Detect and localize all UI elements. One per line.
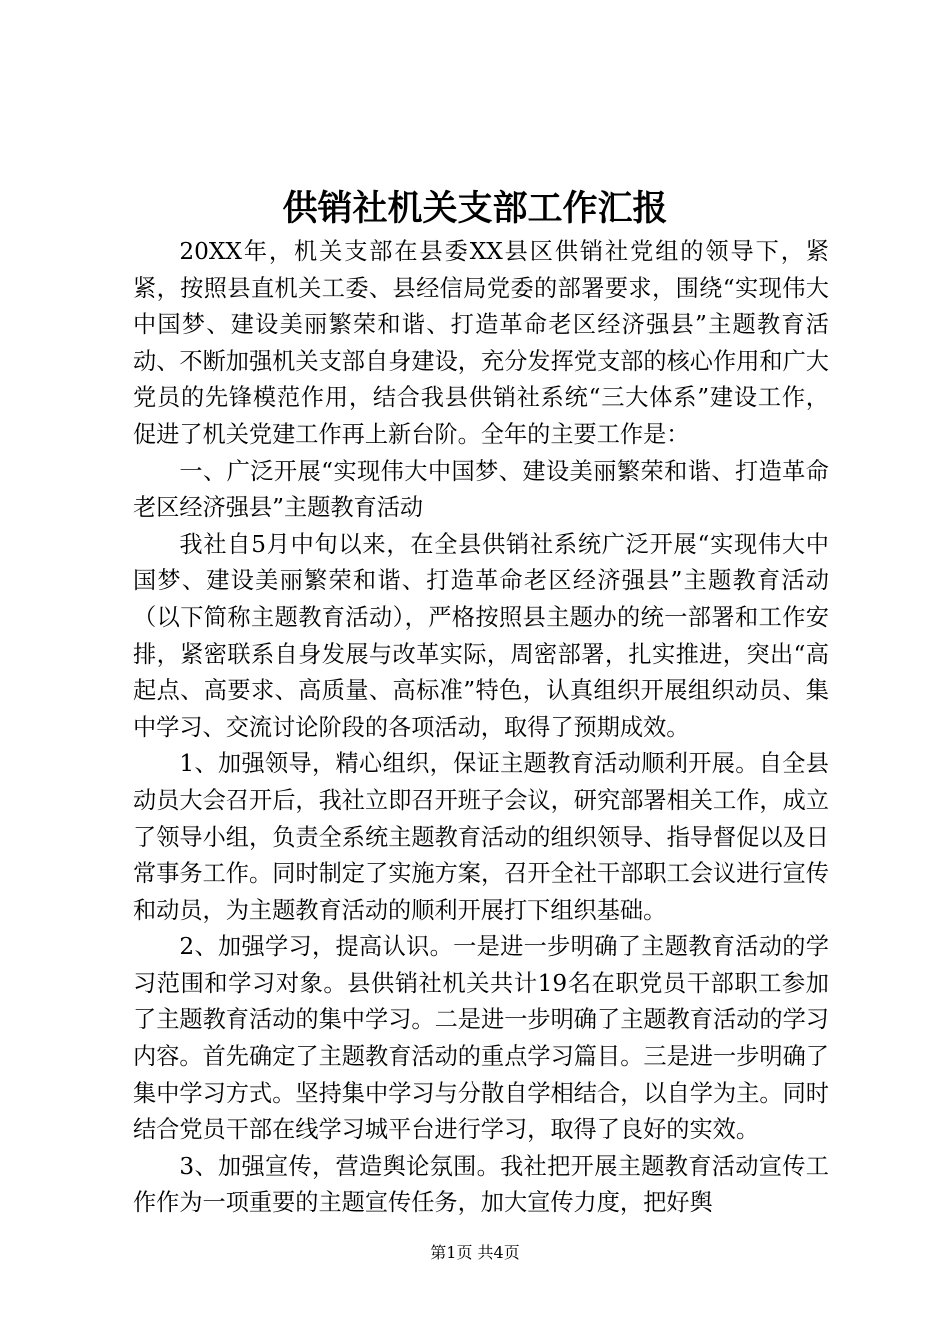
body-paragraph: 3、加强宣传，营造舆论氛围。我社把开展主题教育活动宣传工作作为一项重要的主题宣传任务，加大宣传力度，把好舆	[133, 1152, 829, 1217]
body-paragraph: 2、加强学习，提高认识。一是进一步明确了主题教育活动的学习范围和学习对象。县供销社机关共计19名在职党员干部职工参加了主题教育活动的集中学习。二是进一步明确了主题教育活动的学习内容。首先确定了主题教育活动的重点学习篇目。三是进一步明确了集中学习方式。坚持集中学习与分散自学相结合，以自学为主。同时结合党员干部在线学习城平台进行学习，取得了良好的实效。	[133, 933, 829, 1144]
section-heading: 一、广泛开展“实现伟大中国梦、建设美丽繁荣和谐、打造革命老区经济强县”主题教育活动	[133, 457, 829, 522]
document-title: 供销社机关支部工作汇报	[282, 188, 668, 229]
body-paragraph: 1、加强领导，精心组织，保证主题教育活动顺利开展。自全县动员大会召开后，我社立即召开班子会议，研究部署相关工作，成立了领导小组，负责全系统主题教育活动的组织领导、指导督促以及日常事务工作。同时制定了实施方案，召开全社干部职工会议进行宣传和动员，为主题教育活动的顺利开展打下组织基础。	[133, 750, 829, 924]
page-footer: 第1页 共4页	[430, 1243, 520, 1262]
body-paragraph: 20XX年，机关支部在县委XX县区供销社党组的领导下，紧紧，按照县直机关工委、县经信局党委的部署要求，围绕“实现伟大中国梦、建设美丽繁荣和谐、打造革命老区经济强县”主题教育活动、不断加强机关支部自身建设，充分发挥党支部的核心作用和广大党员的先锋模范作用，结合我县供销社系统“三大体系”建设工作，促进了机关党建工作再上新台阶。全年的主要工作是：	[133, 238, 829, 448]
body-paragraph: 我社自5月中旬以来，在全县供销社系统广泛开展“实现伟大中国梦、建设美丽繁荣和谐、打造革命老区经济强县”主题教育活动（以下简称主题教育活动），严格按照县主题办的统一部署和工作安排，紧密联系自身发展与改革实际，周密部署，扎实推进，突出“高起点、高要求、高质量、高标准”特色，认真组织开展组织动员、集中学习、交流讨论阶段的各项活动，取得了预期成效。	[133, 530, 829, 741]
document-body	[133, 234, 829, 1222]
